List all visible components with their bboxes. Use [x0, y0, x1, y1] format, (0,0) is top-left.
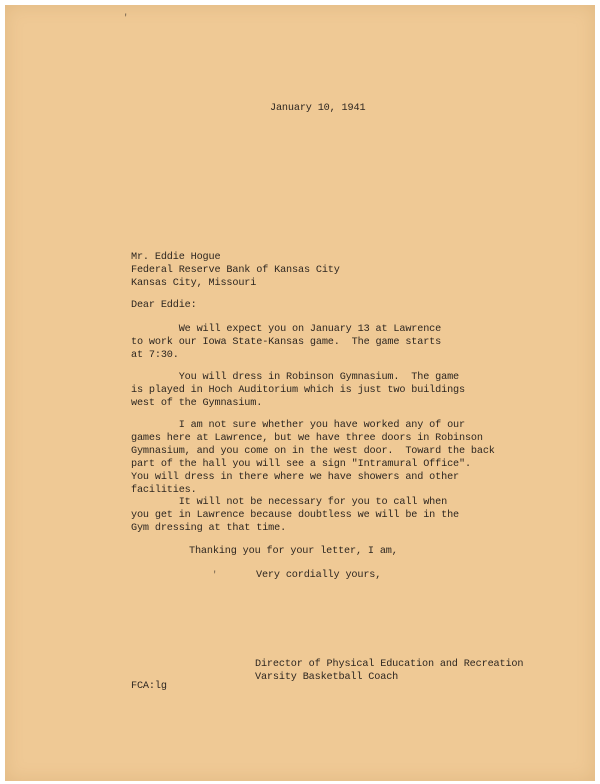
letter-page: [5, 5, 595, 781]
pencil-mark: ': [212, 570, 218, 580]
recipient-organization: Federal Reserve Bank of Kansas City: [131, 265, 340, 276]
reference-initials: FCA:lg: [131, 681, 167, 692]
paper-mark: ': [123, 13, 129, 23]
salutation: Dear Eddie:: [131, 300, 197, 311]
body-paragraph-4: It will not be necessary for you to call when you get in Lawrence because doubtless we will be in the Gym dressing at that time.: [131, 497, 459, 534]
recipient-city: Kansas City, Missouri: [131, 278, 257, 289]
letter-date: January 10, 1941: [270, 103, 366, 114]
body-paragraph-3: I am not sure whether you have worked any of our games here at Lawrence, but we have three doors in Robinson Gymnasium, and you come on in the west door. Toward the back part of the hall you will see a sign "Intramural Office". You will dress in there where we have showers and other facilities.: [131, 420, 495, 496]
signature-title-2: Varsity Basketball Coach: [255, 672, 399, 683]
recipient-name: Mr. Eddie Hogue: [131, 252, 221, 263]
body-paragraph-1: We will expect you on January 13 at Lawrence to work our Iowa State-Kansas game. The game starts at 7:30.: [131, 324, 442, 361]
closing-thanks: Thanking you for your letter, I am,: [189, 546, 398, 557]
complimentary-close: Very cordially yours,: [256, 570, 382, 581]
signature-title-1: Director of Physical Education and Recreation: [255, 659, 524, 670]
signature-block: [255, 658, 523, 684]
recipient-address: [131, 251, 340, 290]
body-paragraph-2: You will dress in Robinson Gymnasium. The game is played in Hoch Auditorium which is just two buildings west of the Gymnasium.: [131, 372, 465, 409]
